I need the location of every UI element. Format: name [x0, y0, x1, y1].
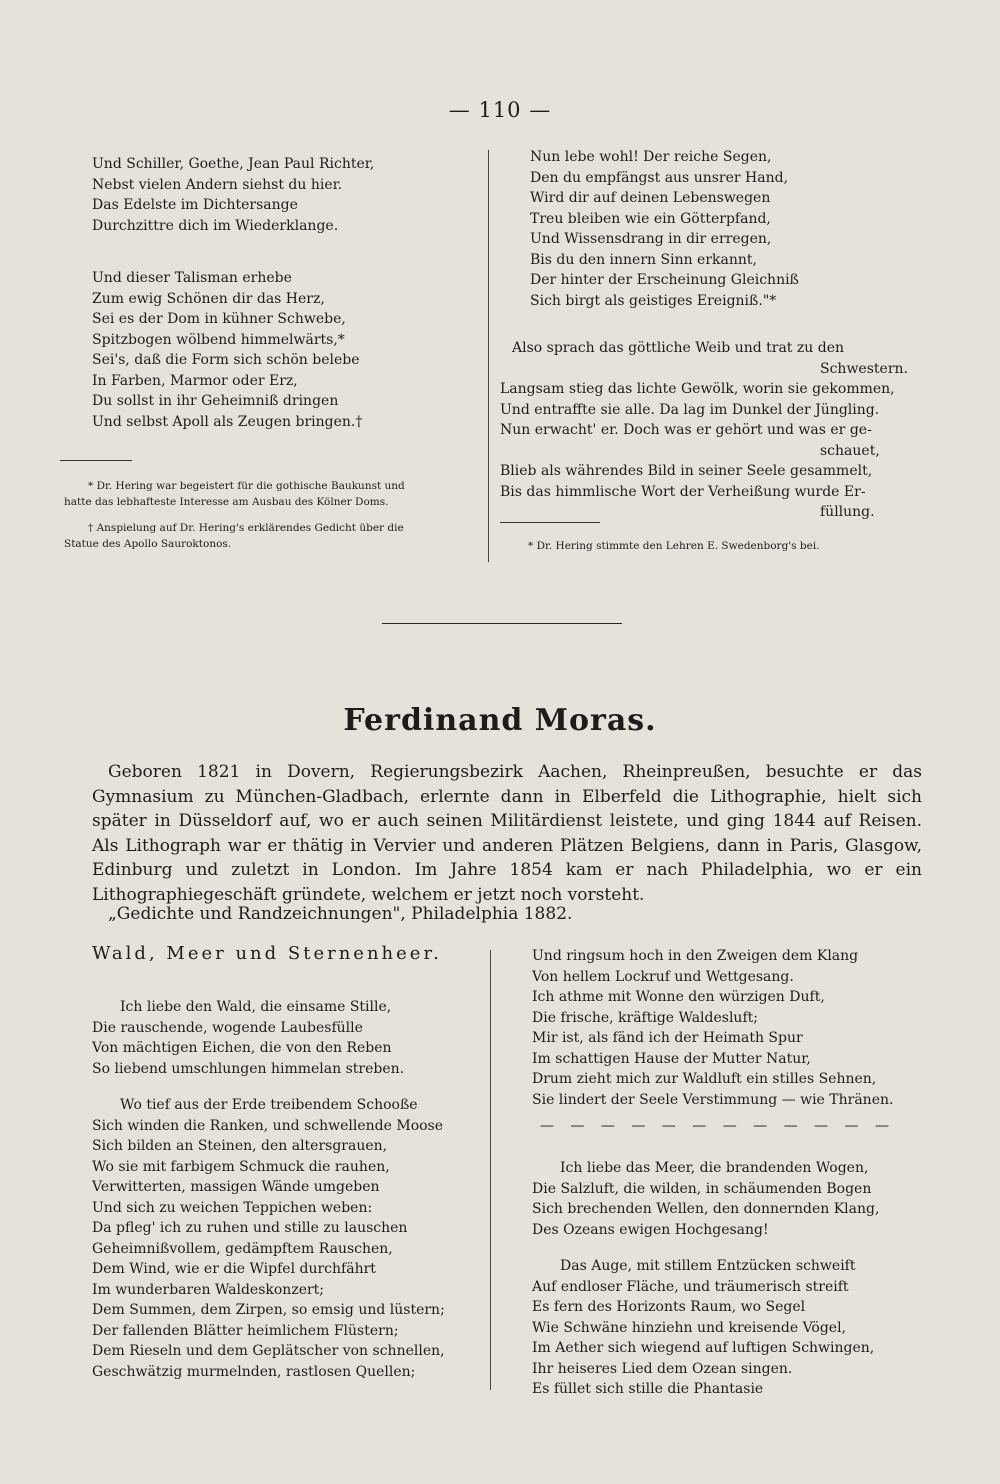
verse-line: Die rauschende, wogende Laubesfülle: [92, 1019, 363, 1036]
verse-line: Auf endloser Fläche, und träumerisch streift: [532, 1278, 849, 1295]
verse-line: Wo tief aus der Erde treibendem Schooße: [120, 1097, 418, 1113]
footnote-line: Statue des Apollo Sauroktonos.: [64, 538, 232, 550]
verse-line: Treu bleiben wie ein Götterpfand,: [530, 210, 771, 227]
prose-line: Also sprach das göttliche Weib und trat zu den: [512, 340, 844, 356]
verse-line: Dem Rieseln und dem Geplätscher von schnellen,: [92, 1343, 445, 1359]
prose-line: Und entraffte sie alle. Da lag im Dunkel der Jüngling.: [500, 401, 880, 418]
top-right-prose: [500, 338, 908, 523]
verse-line: Der fallenden Blätter heimlichem Flüstern;: [92, 1322, 399, 1339]
verse-line: Zum ewig Schönen dir das Herz,: [92, 290, 325, 307]
author-heading: Ferdinand Moras.: [343, 703, 657, 738]
verse-line: Sich brechenden Wellen, den donnernden Klang,: [532, 1201, 880, 1217]
verse-line: Nebst vielen Andern siehst du hier.: [92, 176, 343, 193]
verse-line: Im Aether sich wiegend auf luftigen Schwingen,: [532, 1340, 875, 1356]
verse-line: Wird dir auf deinen Lebenswegen: [530, 190, 771, 206]
stanza: [532, 1158, 879, 1240]
section-separator: [382, 623, 622, 624]
verse-line: Durchzittre dich im Wiederklange.: [92, 217, 339, 234]
poem-left-column: [92, 997, 445, 1382]
author-biography: [92, 760, 922, 907]
biography-text: Geboren 1821 in Dovern, Regierungsbezirk Aachen, Rheinpreußen, besuchte er das Gymnasium zu München-Gladbach, erlernte dann in Elberfeld die Lithographie, hielt sich später in Düsseldorf auf, wo er auch seinen Militärdienst leistete, und ging 1844 auf Reisen. Als Lithograph war er thätig in Vervier und anderen Plätzen Belgiens, dann in Paris, Glasgow, Edinburg und zuletzt in London. Im Jahre 1854 kam er nach Philadelphia, wo er ein Lithographiegeschäft gründete, welchem er jetzt noch vorsteht.: [92, 762, 922, 905]
stanza: [92, 268, 374, 432]
verse-line: Von hellem Lockruf und Wettgesang.: [532, 968, 794, 985]
footnote-line: † Anspielung auf Dr. Hering's erklärendes Gedicht über die: [88, 522, 404, 534]
verse-line: Drum zieht mich zur Waldluft ein stilles Sehnen,: [532, 1071, 877, 1087]
verse-line: Es füllet sich stille die Phantasie: [532, 1381, 764, 1397]
poem-right-column-continued: [532, 1158, 879, 1400]
prose-line: Blieb als währendes Bild in seiner Seele gesammelt,: [500, 463, 873, 479]
top-left-footnotes: [64, 478, 405, 552]
stanza: [92, 154, 374, 236]
verse-line: Mir ist, als fänd ich der Heimath Spur: [532, 1030, 803, 1046]
top-right-footnote: * Dr. Hering stimmte den Lehren E. Swedenborg's bei.: [528, 540, 820, 552]
poem-right-column: [532, 946, 893, 1110]
verse-line: Sei's, daß die Form sich schön belebe: [92, 352, 360, 368]
verse-line: Die frische, kräftige Waldesluft;: [532, 1009, 758, 1026]
verse-line: Ich liebe den Wald, die einsame Stille,: [120, 999, 392, 1015]
verse-line: Ich liebe das Meer, die brandenden Wogen,: [560, 1160, 869, 1176]
verse-line: Im wunderbaren Waldeskonzert;: [92, 1281, 325, 1298]
verse-line: Geheimnißvollem, gedämpftem Rauschen,: [92, 1240, 393, 1257]
stanza: [532, 1256, 879, 1400]
verse-line: Und sich zu weichen Teppichen weben:: [92, 1199, 373, 1216]
verse-line: Und Schiller, Goethe, Jean Paul Richter,: [92, 156, 375, 172]
verse-line: Der hinter der Erscheinung Gleichniß: [530, 272, 799, 288]
verse-line: Und dieser Talisman erhebe: [92, 270, 292, 286]
verse-line: Geschwätzig murmelnden, rastlosen Quellen;: [92, 1363, 416, 1380]
prose-line: Schwestern.: [820, 360, 908, 377]
verse-line: Den du empfängst aus unsrer Hand,: [530, 169, 789, 186]
verse-line: Du sollst in ihr Geheimniß dringen: [92, 393, 339, 409]
verse-line: Wo sie mit farbigem Schmuck die rauhen,: [92, 1158, 390, 1175]
top-right-poem: [530, 147, 799, 311]
poem-title: Wald, Meer und Sternenheer.: [92, 943, 442, 964]
stanza: [532, 946, 893, 1110]
verse-line: Von mächtigen Eichen, die von den Reben: [92, 1040, 392, 1056]
verse-line: Dem Summen, dem Zirpen, so emsig und lüstern;: [92, 1302, 445, 1318]
prose-line: füllung.: [820, 504, 875, 520]
verse-line: Das Edelste im Dichtersange: [92, 197, 298, 213]
column-divider: [488, 150, 489, 562]
prose-line: schauet,: [820, 442, 880, 459]
verse-line: Sie lindert der Seele Verstimmung — wie Thränen.: [532, 1091, 894, 1108]
verse-line: Sich bilden an Steinen, den altersgrauen,: [92, 1138, 388, 1154]
footnote: [64, 478, 405, 510]
verse-line: In Farben, Marmor oder Erz,: [92, 372, 298, 389]
verse-line: Des Ozeans ewigen Hochgesang!: [532, 1221, 769, 1238]
footnote-line: * Dr. Hering war begeistert für die gothische Baukunst und: [88, 480, 405, 492]
verse-line: Dem Wind, wie er die Wipfel durchfährt: [92, 1261, 376, 1277]
stanza: [92, 1095, 445, 1382]
prose-line: Nun erwacht' er. Doch was er gehört und was er ge-: [500, 422, 872, 438]
verse-line: Und selbst Apoll als Zeugen bringen.†: [92, 413, 363, 430]
prose-line: Langsam stieg das lichte Gewölk, worin sie gekommen,: [500, 381, 895, 397]
verse-line: Sich winden die Ranken, und schwellende Moose: [92, 1117, 444, 1134]
verse-line: Ihr heiseres Lied dem Ozean singen.: [532, 1360, 793, 1377]
verse-line: Es fern des Horizonts Raum, wo Segel: [532, 1299, 806, 1315]
verse-line: Wie Schwäne hinziehn und kreisende Vögel,: [532, 1319, 847, 1336]
verse-line: Ich athme mit Wonne den würzigen Duft,: [532, 989, 825, 1005]
verse-line: Im schattigen Hause der Mutter Natur,: [532, 1050, 811, 1067]
verse-line: Das Auge, mit stillem Entzücken schweift: [560, 1258, 856, 1274]
prose-line: Bis das himmlische Wort der Verheißung wurde Er-: [500, 483, 866, 500]
footnote-line: hatte das lebhafteste Interesse am Ausbau des Kölner Doms.: [64, 496, 389, 508]
verse-line: Sich birgt als geistiges Ereigniß."*: [530, 292, 777, 309]
verse-line: Verwitterten, massigen Wände umgeben: [92, 1179, 380, 1195]
verse-line: Die Salzluft, die wilden, in schäumenden Bogen: [532, 1180, 872, 1197]
author-works: „Gedichte und Randzeichnungen", Philadelphia 1882.: [108, 904, 573, 924]
footnote: [64, 520, 405, 552]
verse-line: Bis du den innern Sinn erkannt,: [530, 251, 757, 268]
verse-line: Nun lebe wohl! Der reiche Segen,: [530, 149, 772, 165]
verse-line: Und ringsum hoch in den Zweigen dem Klang: [532, 948, 859, 964]
verse-line: Und Wissensdrang in dir erregen,: [530, 231, 772, 247]
footnote-rule: [60, 460, 132, 461]
footnote-rule: [500, 522, 600, 523]
verse-line: Da pfleg' ich zu ruhen und stille zu lauschen: [92, 1220, 408, 1236]
page-number: — 110 —: [448, 98, 552, 122]
verse-line: So liebend umschlungen himmelan streben.: [92, 1060, 405, 1077]
verse-line: Sei es der Dom in kühner Schwebe,: [92, 311, 346, 327]
verse-line: Spitzbogen wölbend himmelwärts,*: [92, 331, 345, 348]
stanza-separator: — — — — — — — — — — — —: [540, 1118, 895, 1134]
stanza: [92, 997, 445, 1079]
column-divider: [490, 950, 491, 1390]
top-left-poem: [92, 154, 374, 432]
